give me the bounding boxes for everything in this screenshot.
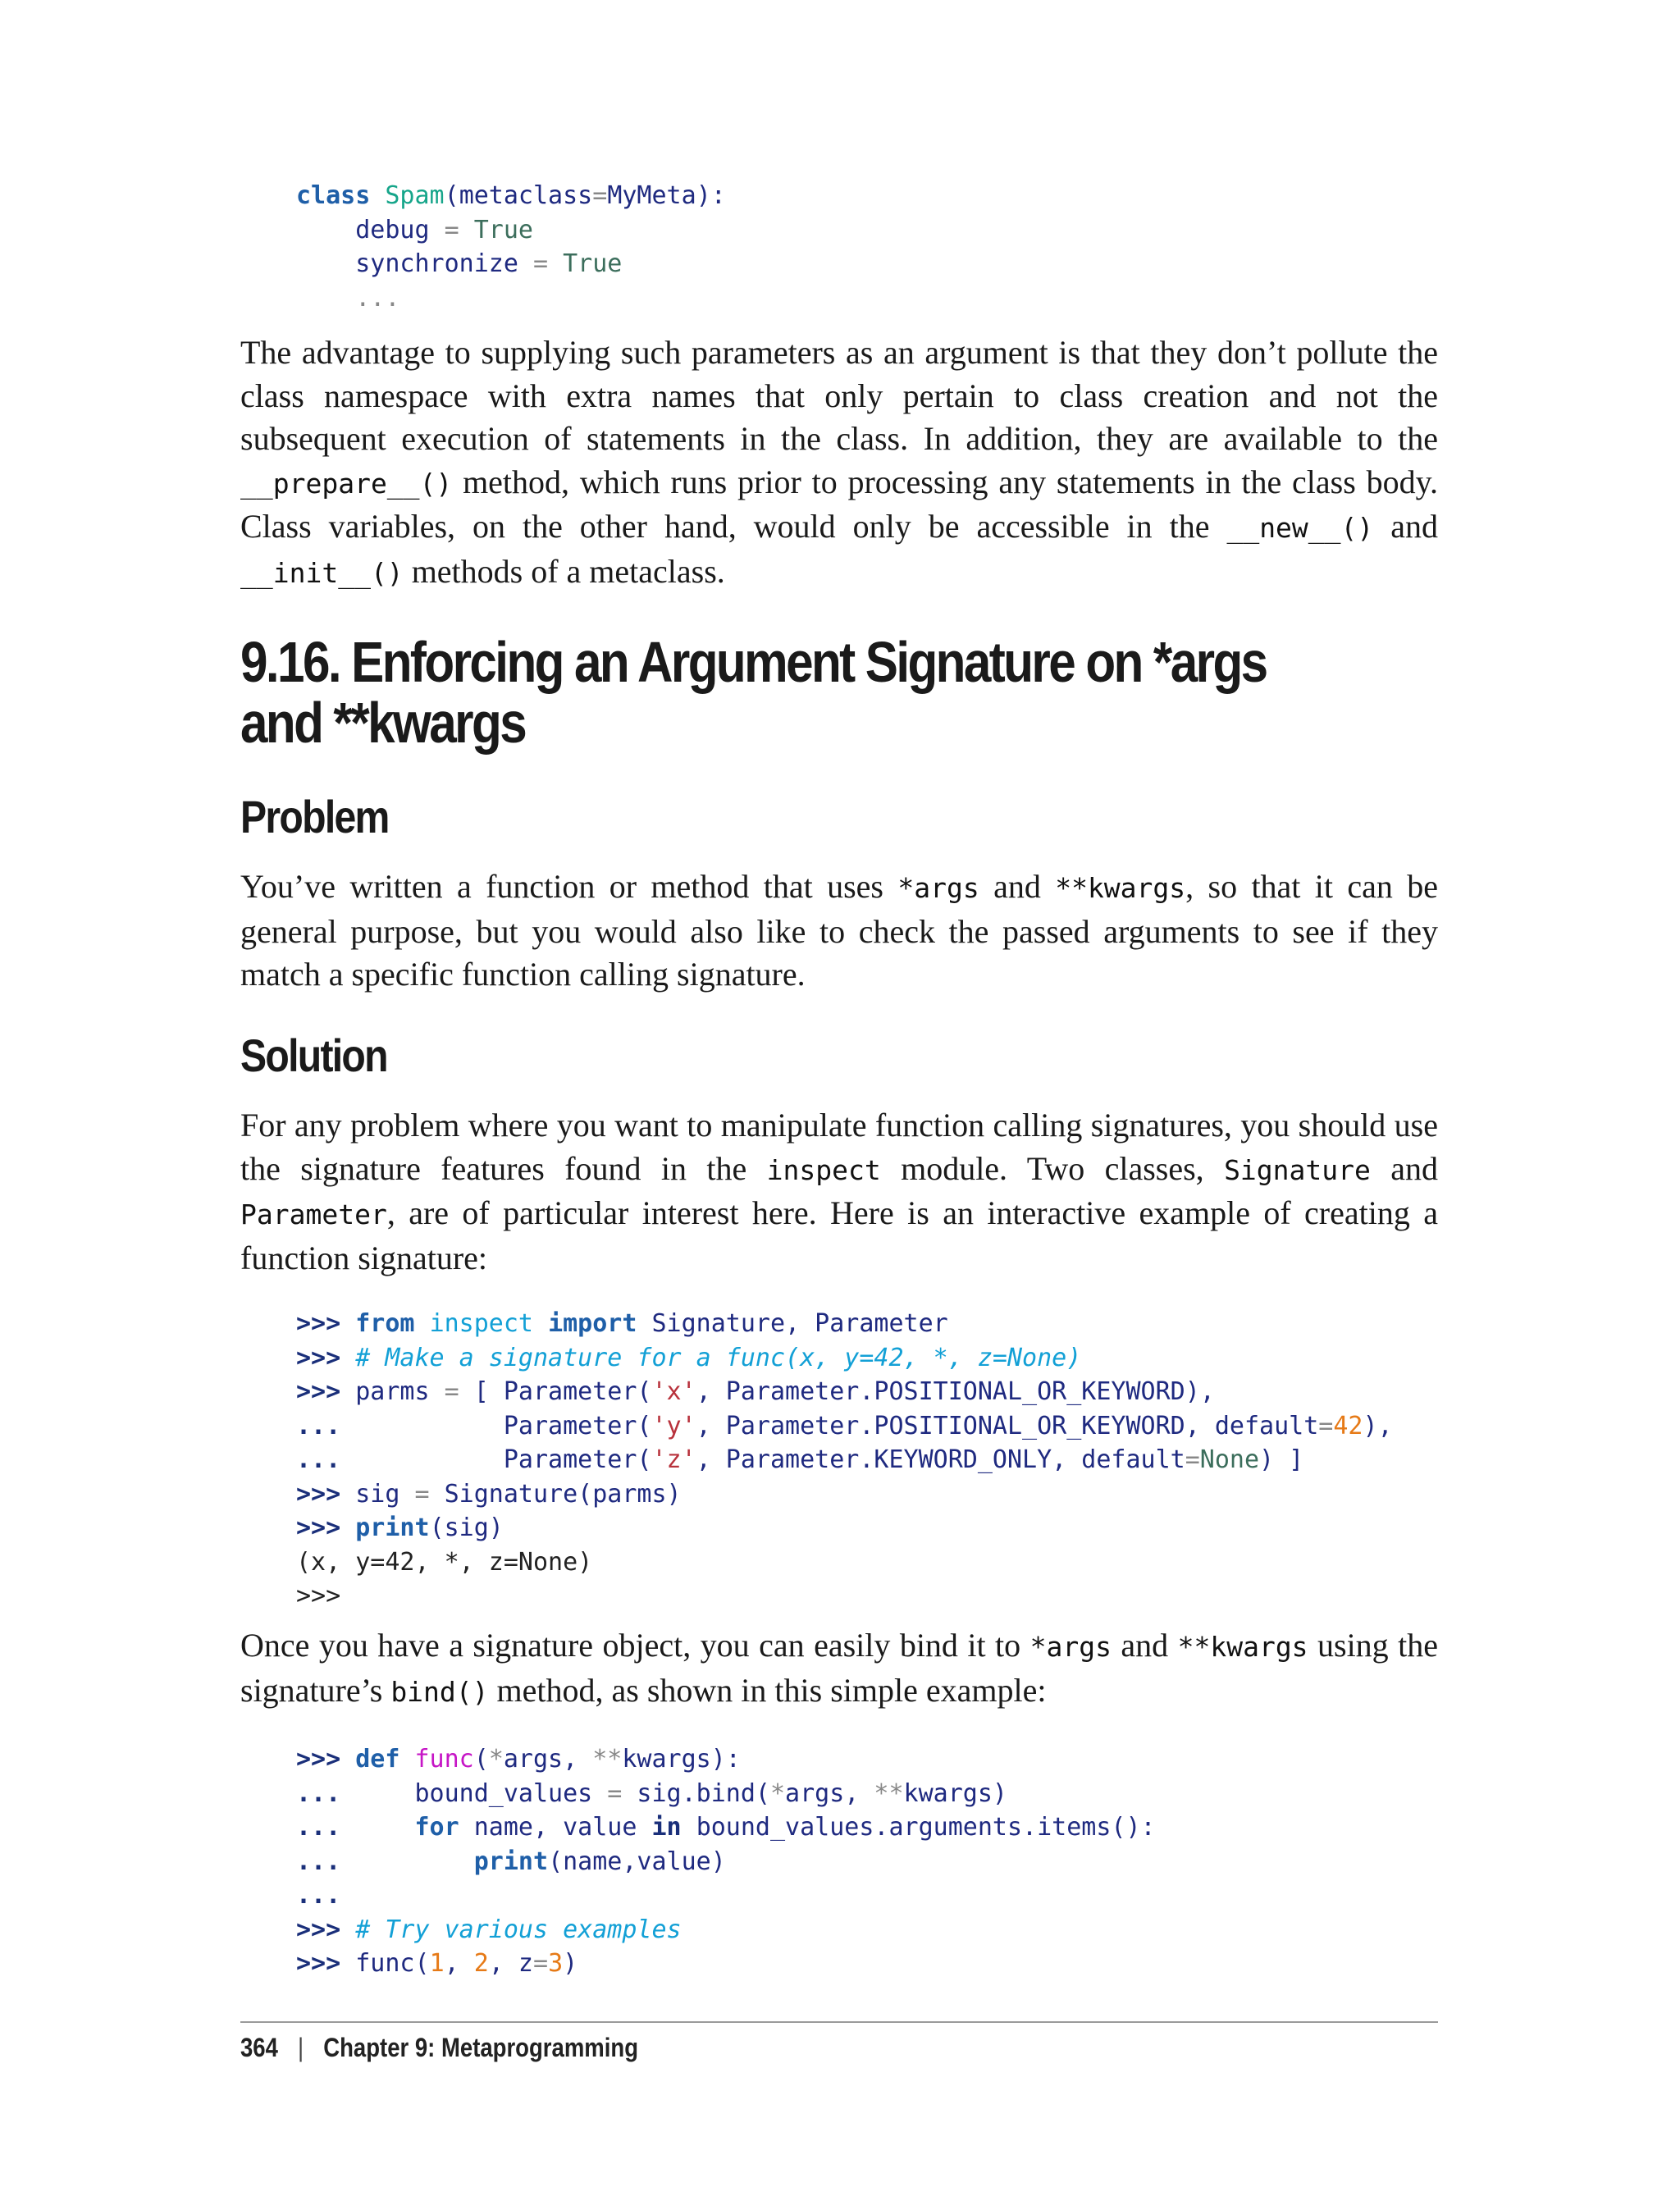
text-run: , so that it can be general purpose, but you would also like to check the passed arguments to see if they match a specific function calling signature.	[240, 868, 1438, 993]
paragraph-solution	[240, 1104, 1438, 1280]
code-token: parms	[355, 1377, 445, 1406]
code-token: =	[414, 1479, 430, 1509]
code-line	[296, 1742, 1156, 1777]
code-line	[296, 1913, 1156, 1947]
inline-code: __new__()	[1226, 512, 1374, 544]
code-token: Signature(parms)	[429, 1479, 682, 1509]
code-token: >>>	[296, 1479, 356, 1509]
code-token: =	[1318, 1411, 1334, 1440]
code-token: args,	[503, 1745, 593, 1774]
code-line	[296, 1810, 1156, 1845]
code-token: metaclass	[459, 181, 593, 210]
inline-code: __prepare__()	[240, 467, 453, 500]
code-token: import	[548, 1309, 652, 1338]
text-run: method, as shown in this simple example:	[488, 1671, 1047, 1709]
code-token: (x, y=42, *, z=None)	[296, 1547, 593, 1577]
code-token: print	[473, 1847, 549, 1876]
code-token: ...	[296, 1813, 356, 1842]
text-run: and	[1111, 1627, 1178, 1664]
code-token: Signature, Parameter	[651, 1309, 948, 1338]
footer-separator: |	[297, 2033, 304, 2062]
code-line	[296, 1477, 1393, 1512]
code-token: None	[1199, 1445, 1260, 1474]
code-token: , Parameter.KEYWORD_ONLY, default	[696, 1445, 1185, 1474]
text-run: You’ve written a function or method that uses	[240, 868, 898, 905]
code-token: class	[296, 181, 386, 210]
code-token: Parameter(	[355, 1411, 652, 1440]
paragraph-advantage	[240, 331, 1438, 595]
code-token: inspect	[429, 1309, 549, 1338]
text-run: Once you have a signature object, you can easily bind it to	[240, 1627, 1030, 1664]
code-line	[296, 1409, 1393, 1444]
code-token: bound_values	[355, 1778, 608, 1808]
inline-code: Parameter	[240, 1198, 387, 1230]
code-token: =	[592, 181, 608, 210]
code-token: ...	[296, 1411, 356, 1440]
code-token: >>>	[296, 1343, 356, 1372]
inline-code: bind()	[390, 1675, 489, 1708]
code-token: ...	[296, 1847, 356, 1876]
inline-code: *args	[1029, 1631, 1112, 1663]
code-token: # Make a signature for a func(x, y=42, *, z=None)	[355, 1343, 1082, 1372]
code-token: 'y'	[651, 1411, 696, 1440]
code-token: kwargs)	[903, 1778, 1007, 1808]
code-token: 'x'	[651, 1377, 696, 1406]
code-token: )	[563, 1949, 578, 1978]
text-run: method, which runs prior to processing any statements in the class body. Class variables, on the other hand, would only be accessible in the	[240, 463, 1438, 545]
text-run: For any problem where you want to manipulate function calling signatures, you should use the signature features found in the	[240, 1107, 1438, 1187]
paragraph-bind	[240, 1624, 1438, 1714]
problem-heading: Problem	[240, 791, 389, 842]
code-token: func(	[355, 1949, 430, 1978]
code-token: [ Parameter(	[459, 1377, 652, 1406]
code-token: kwargs):	[622, 1745, 741, 1774]
code-token: func	[414, 1745, 474, 1774]
code-token: MyMeta	[607, 181, 696, 210]
code-line	[296, 179, 726, 213]
code-token: sig.bind(	[622, 1778, 770, 1808]
page-footer	[240, 2033, 638, 2063]
code-token: True	[459, 215, 533, 244]
code-token	[355, 1813, 414, 1842]
code-token: , Parameter.POSITIONAL_OR_KEYWORD, default	[696, 1411, 1319, 1440]
code-token: args,	[785, 1778, 874, 1808]
solution-heading: Solution	[240, 1029, 387, 1081]
code-token: def	[355, 1745, 415, 1774]
code-token: ...	[296, 1778, 356, 1808]
code-token: >>>	[296, 1309, 356, 1338]
page-number: 364	[240, 2033, 278, 2062]
code-token: ) ]	[1259, 1445, 1304, 1474]
text-run: and	[1373, 508, 1438, 545]
code-token: =	[444, 215, 459, 244]
code-token: synchronize	[296, 249, 533, 278]
code-line	[296, 1947, 1156, 1981]
code-token: =	[444, 1377, 459, 1406]
text-run: using the signature’s	[240, 1627, 1438, 1709]
inline-code: inspect	[766, 1153, 881, 1186]
text-run: , are of particular interest here. Here is an interactive example of creating a function signature:	[240, 1194, 1438, 1276]
code-token: >>>	[296, 1949, 356, 1978]
code-line	[296, 1511, 1393, 1545]
code-line	[296, 1375, 1393, 1409]
inline-code: Signature	[1224, 1153, 1371, 1186]
code-token: >>>	[296, 1377, 356, 1406]
code-line	[296, 213, 726, 248]
code-token: (	[444, 181, 459, 210]
inline-code: **kwargs	[1055, 872, 1186, 904]
code-line	[296, 1545, 1393, 1580]
code-token: ):	[696, 181, 726, 210]
code-line	[296, 247, 726, 281]
code-token: ,	[444, 1949, 474, 1978]
code-token: *	[769, 1778, 786, 1808]
footer-rule	[240, 2021, 1438, 2023]
code-line	[296, 1307, 1393, 1341]
code-token: ...	[296, 283, 400, 313]
code-token: ...	[296, 1445, 356, 1474]
code-token: 1	[429, 1949, 445, 1978]
code-block-bind	[296, 1742, 1156, 1981]
code-token: # Try various examples	[355, 1915, 682, 1944]
text-run: The advantage to supplying such parameters as an argument is that they don’t pollute the class namespace with extra names that only pertain to class creation and not the subsequent execution of statements in the class. In addition, they are available to the	[240, 334, 1438, 457]
inline-code: *args	[897, 872, 979, 904]
chapter-title: Chapter 9: Metaprogramming	[323, 2033, 639, 2062]
text-run: and	[1370, 1149, 1439, 1187]
code-token: in	[651, 1813, 696, 1842]
code-token: =	[533, 1949, 549, 1978]
code-token: **	[874, 1778, 904, 1808]
inline-code: **kwargs	[1177, 1631, 1308, 1663]
inline-code: __init__()	[240, 556, 404, 589]
code-token: >>>	[296, 1513, 356, 1542]
text-run: module. Two classes,	[880, 1149, 1225, 1187]
code-token: from	[355, 1309, 430, 1338]
code-token: Parameter(	[355, 1445, 652, 1474]
code-line	[296, 1579, 1393, 1614]
code-token: True	[548, 249, 623, 278]
code-token: for	[414, 1813, 474, 1842]
code-token: ),	[1363, 1411, 1393, 1440]
code-line	[296, 1341, 1393, 1376]
code-token: debug	[296, 215, 445, 244]
code-token: =	[607, 1778, 623, 1808]
code-token: name, value	[473, 1813, 652, 1842]
code-line	[296, 281, 726, 316]
code-token: , Parameter.POSITIONAL_OR_KEYWORD),	[696, 1377, 1215, 1406]
text-run: methods of a metaclass.	[403, 552, 725, 590]
code-token: >>>	[296, 1745, 356, 1774]
code-block-metaclass	[296, 179, 726, 315]
code-token: (	[473, 1745, 489, 1774]
code-token: >>>	[296, 1915, 356, 1944]
code-token: =	[1185, 1445, 1200, 1474]
code-token: =	[532, 249, 549, 278]
code-token: Spam	[385, 181, 445, 210]
code-token: 'z'	[651, 1445, 696, 1474]
code-token: *	[488, 1745, 504, 1774]
text-run: and	[979, 868, 1056, 905]
code-token: print	[355, 1513, 430, 1542]
paragraph-problem	[240, 865, 1438, 997]
code-token: ...	[296, 1881, 341, 1910]
code-token: 3	[548, 1949, 564, 1978]
code-line	[296, 1443, 1393, 1477]
code-token: (name,value)	[548, 1847, 726, 1876]
code-token: 42	[1333, 1411, 1363, 1440]
code-token: sig	[355, 1479, 415, 1509]
code-line	[296, 1777, 1156, 1811]
code-token: >>>	[296, 1582, 341, 1610]
code-token: bound_values.arguments.items():	[696, 1813, 1156, 1842]
code-token: 2	[473, 1949, 489, 1978]
code-token: **	[592, 1745, 623, 1774]
code-token: (sig)	[429, 1513, 504, 1542]
code-token: , z	[488, 1949, 533, 1978]
code-block-signature	[296, 1307, 1393, 1614]
code-line	[296, 1879, 1156, 1913]
code-token	[355, 1847, 474, 1876]
section-heading: 9.16. Enforcing an Argument Signature on *args and **kwargs	[240, 630, 1267, 755]
code-line	[296, 1845, 1156, 1879]
